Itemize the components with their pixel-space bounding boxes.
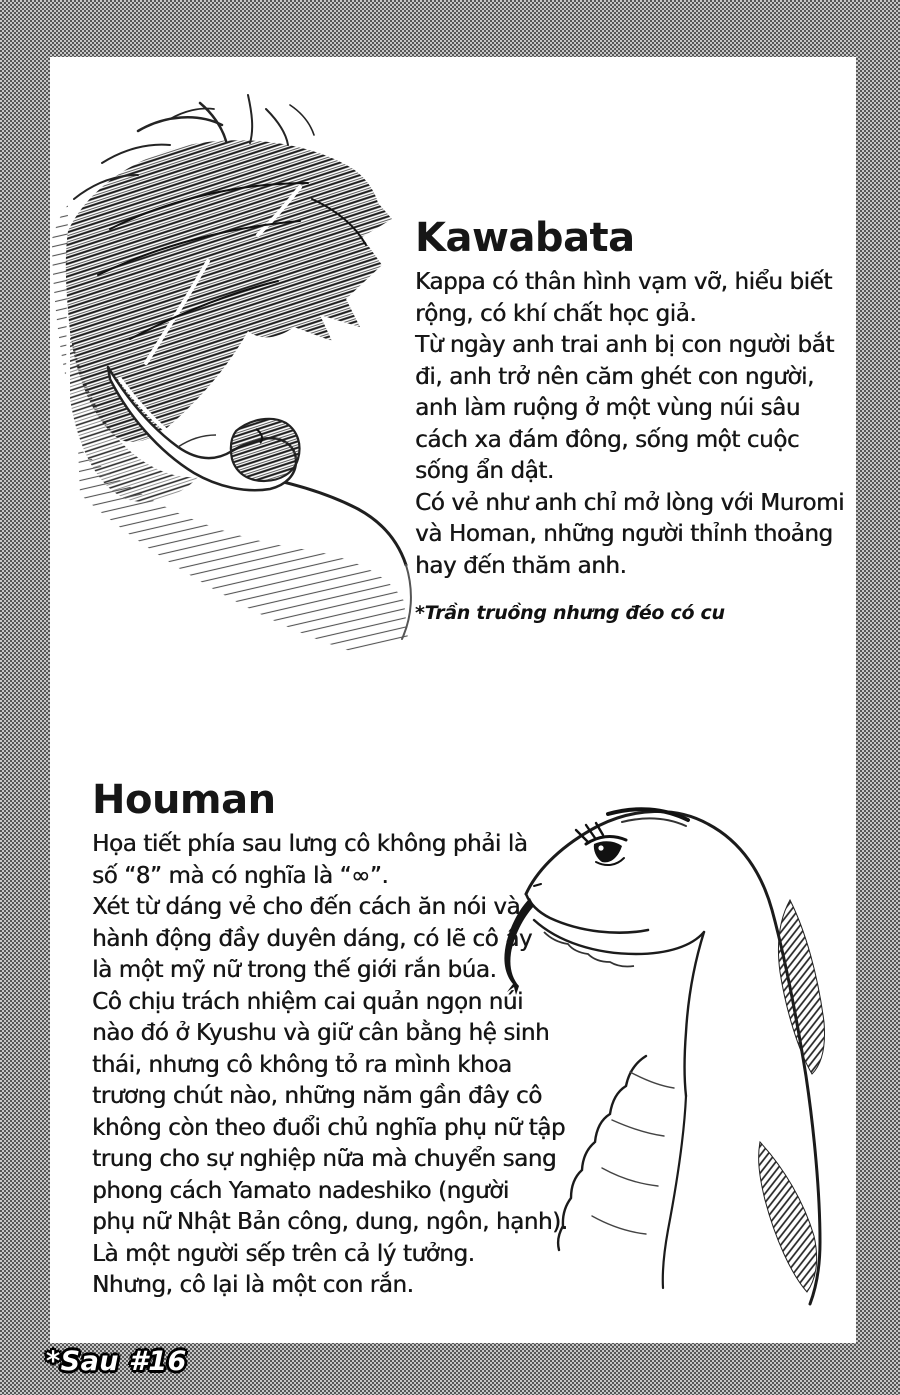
- text-line: hay đến thăm anh.: [415, 552, 627, 579]
- text-line: Từ ngày anh trai anh bị con người bắt: [415, 332, 834, 358]
- kawabata-section: [415, 215, 861, 624]
- text-line: không còn theo đuổi chủ nghĩa phụ nữ tập: [92, 1114, 566, 1141]
- text-line: rộng, có khí chất học giả.: [415, 300, 697, 327]
- text-line: nào đó ở Kyushu và giữ cân bằng hệ sinh: [92, 1020, 550, 1046]
- text-line: Có vẻ như anh chỉ mở lòng với Muromi: [415, 489, 845, 516]
- kawabata-footnote: *Trần truồng nhưng đéo có cu: [415, 602, 725, 624]
- text-line: Họa tiết phía sau lưng cô không phải là: [92, 831, 528, 857]
- houman-section: [92, 777, 612, 1302]
- text-line: thái, nhưng cô không tỏ ra mình khoa: [92, 1051, 512, 1078]
- text-line: là một mỹ nữ trong thế giới rắn búa.: [92, 957, 497, 983]
- text-line: Kappa có thân hình vạm vỡ, hiểu biết: [415, 269, 832, 295]
- text-line: phụ nữ Nhật Bản công, dung, ngôn, hạnh).: [92, 1209, 568, 1235]
- kawabata-description: [415, 267, 861, 582]
- text-line: số “8” mà có nghĩa là “∞”.: [92, 862, 389, 889]
- text-line: Cô chịu trách nhiệm cai quản ngọn núi: [92, 988, 523, 1015]
- houman-heading: Houman: [92, 777, 276, 823]
- text-line: đi, anh trở nên căm ghét con người,: [415, 363, 814, 390]
- kappa-sketch-icon: [50, 79, 430, 701]
- text-line: cách xa đám đông, sống một cuộc: [415, 426, 800, 453]
- text-line: và Homan, những người thỉnh thoảng: [415, 521, 833, 547]
- text-line: trương chút nào, những năm gần đây cô: [92, 1083, 542, 1109]
- manga-page: [50, 57, 856, 1343]
- houman-description: [92, 829, 612, 1302]
- text-line: trung cho sự nghiệp nữa mà chuyển sang: [92, 1146, 557, 1172]
- page-number-label: *Sau #16: [46, 1346, 187, 1377]
- text-line: anh làm ruộng ở một vùng núi sâu: [415, 395, 800, 421]
- text-line: Nhưng, cô lại là một con rắn.: [92, 1272, 414, 1298]
- text-line: Xét từ dáng vẻ cho đến cách ăn nói và: [92, 894, 521, 920]
- text-line: Là một người sếp trên cả lý tưởng.: [92, 1240, 475, 1267]
- text-line: hành động đầy duyên dáng, có lẽ cô ấy: [92, 925, 533, 952]
- text-line: sống ẩn dật.: [415, 458, 554, 484]
- kawabata-heading: Kawabata: [415, 215, 635, 261]
- text-line: phong cách Yamato nadeshiko (người: [92, 1177, 509, 1204]
